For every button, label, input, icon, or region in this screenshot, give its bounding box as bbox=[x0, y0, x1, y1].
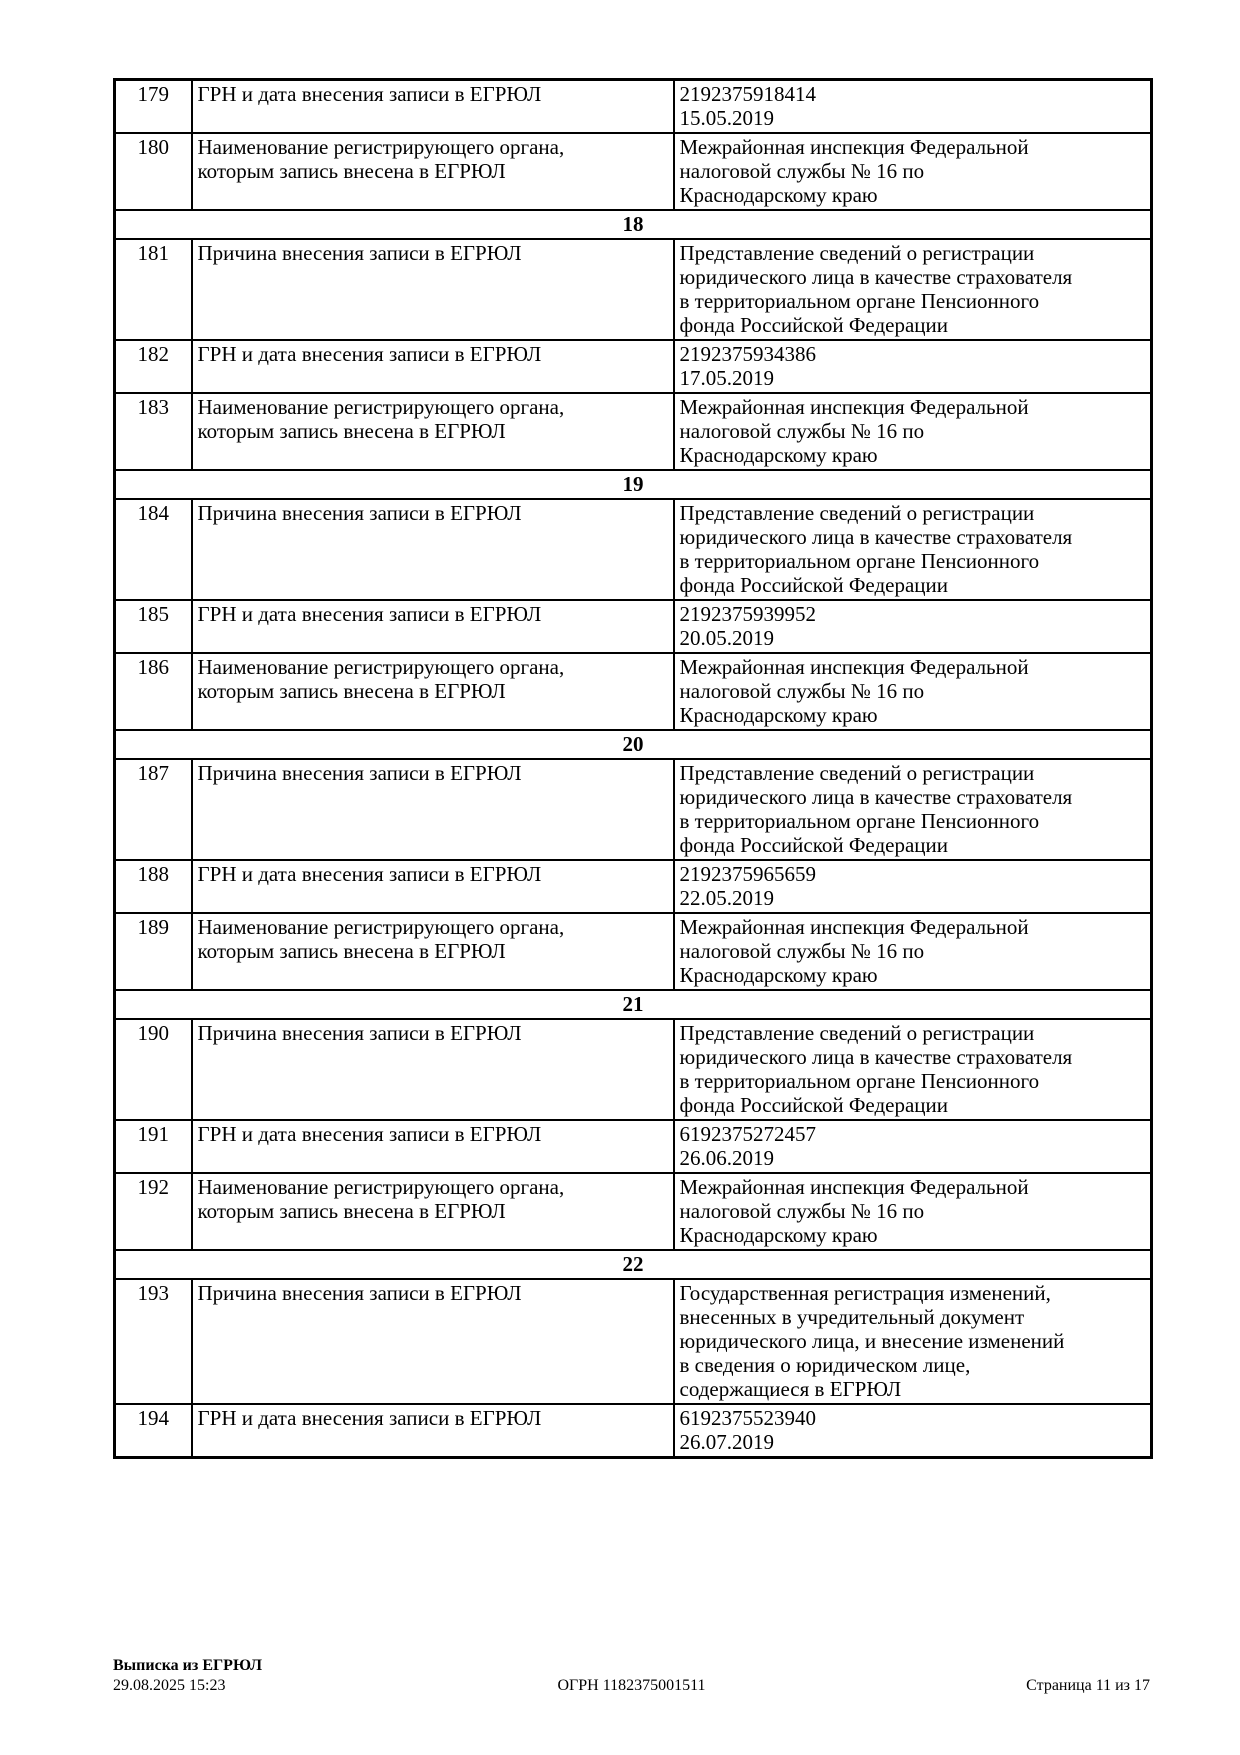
record-row bbox=[115, 913, 1152, 990]
record-value bbox=[674, 80, 1152, 134]
text-line: 22.05.2019 bbox=[679, 886, 774, 910]
section-number: 22 bbox=[115, 1250, 1152, 1279]
record-value bbox=[674, 600, 1152, 653]
section-number: 19 bbox=[115, 470, 1152, 499]
text-line: 26.07.2019 bbox=[679, 1430, 774, 1454]
record-number: 184 bbox=[115, 499, 192, 600]
record-value bbox=[674, 1120, 1152, 1173]
text-line: юридического лица в качестве страхователя bbox=[679, 265, 1073, 289]
record-attribute bbox=[192, 860, 674, 913]
text-line: Наименование регистрирующего органа, bbox=[197, 135, 565, 159]
text-line: фонда Российской Федерации bbox=[679, 573, 949, 597]
text-line: Краснодарскому краю bbox=[679, 703, 878, 727]
footer-datetime: 29.08.2025 15:23 bbox=[113, 1677, 226, 1694]
record-value bbox=[674, 913, 1152, 990]
record-row bbox=[115, 340, 1152, 393]
text-line: 2192375965659 bbox=[679, 862, 816, 886]
record-value bbox=[674, 1173, 1152, 1250]
record-attribute bbox=[192, 133, 674, 210]
text-line: ГРН и дата внесения записи в ЕГРЮЛ bbox=[197, 82, 542, 106]
text-line: фонда Российской Федерации bbox=[679, 313, 949, 337]
text-line: 2192375934386 bbox=[679, 342, 816, 366]
text-line: юридического лица в качестве страхователя bbox=[679, 1045, 1073, 1069]
record-number: 192 bbox=[115, 1173, 192, 1250]
record-value bbox=[674, 239, 1152, 340]
text-line: содержащиеся в ЕГРЮЛ bbox=[679, 1377, 902, 1401]
record-row bbox=[115, 860, 1152, 913]
section-number: 18 bbox=[115, 210, 1152, 239]
text-line: которым запись внесена в ЕГРЮЛ bbox=[197, 939, 506, 963]
text-line: Причина внесения записи в ЕГРЮЛ bbox=[197, 1021, 522, 1045]
record-attribute bbox=[192, 913, 674, 990]
text-line: Межрайонная инспекция Федеральной bbox=[679, 1175, 1029, 1199]
text-line: ГРН и дата внесения записи в ЕГРЮЛ bbox=[197, 1406, 542, 1430]
record-value bbox=[674, 499, 1152, 600]
record-row bbox=[115, 80, 1152, 134]
record-attribute bbox=[192, 653, 674, 730]
section-number: 20 bbox=[115, 730, 1152, 759]
record-value bbox=[674, 393, 1152, 470]
text-line: Наименование регистрирующего органа, bbox=[197, 1175, 565, 1199]
record-attribute bbox=[192, 1120, 674, 1173]
text-line: юридического лица в качестве страхователя bbox=[679, 785, 1073, 809]
record-number: 180 bbox=[115, 133, 192, 210]
footer-doc-title: Выписка из ЕГРЮЛ bbox=[113, 1657, 263, 1674]
record-row bbox=[115, 1019, 1152, 1120]
record-value bbox=[674, 1019, 1152, 1120]
text-line: Государственная регистрация изменений, bbox=[679, 1281, 1051, 1305]
text-line: Наименование регистрирующего органа, bbox=[197, 655, 565, 679]
text-line: в территориальном органе Пенсионного bbox=[679, 809, 1040, 833]
record-value bbox=[674, 653, 1152, 730]
section-header-row bbox=[115, 990, 1152, 1019]
text-line: Краснодарскому краю bbox=[679, 183, 878, 207]
text-line: 6192375523940 bbox=[679, 1406, 816, 1430]
text-line: Представление сведений о регистрации bbox=[679, 761, 1035, 785]
text-line: фонда Российской Федерации bbox=[679, 833, 949, 857]
text-line: ГРН и дата внесения записи в ЕГРЮЛ bbox=[197, 862, 542, 886]
text-line: налоговой службы № 16 по bbox=[679, 159, 925, 183]
record-row bbox=[115, 1173, 1152, 1250]
record-row bbox=[115, 133, 1152, 210]
record-number: 185 bbox=[115, 600, 192, 653]
text-line: Причина внесения записи в ЕГРЮЛ bbox=[197, 501, 522, 525]
section-header-row bbox=[115, 210, 1152, 239]
record-number: 188 bbox=[115, 860, 192, 913]
record-row bbox=[115, 239, 1152, 340]
section-header-row bbox=[115, 1250, 1152, 1279]
text-line: в территориальном органе Пенсионного bbox=[679, 549, 1040, 573]
record-attribute bbox=[192, 1279, 674, 1404]
text-line: Причина внесения записи в ЕГРЮЛ bbox=[197, 241, 522, 265]
text-line: которым запись внесена в ЕГРЮЛ bbox=[197, 159, 506, 183]
text-line: налоговой службы № 16 по bbox=[679, 1199, 925, 1223]
text-line: Межрайонная инспекция Федеральной bbox=[679, 655, 1029, 679]
text-line: 26.06.2019 bbox=[679, 1146, 774, 1170]
record-attribute bbox=[192, 600, 674, 653]
record-number: 182 bbox=[115, 340, 192, 393]
text-line: ГРН и дата внесения записи в ЕГРЮЛ bbox=[197, 1122, 542, 1146]
text-line: Причина внесения записи в ЕГРЮЛ bbox=[197, 761, 522, 785]
record-value bbox=[674, 1279, 1152, 1404]
section-number: 21 bbox=[115, 990, 1152, 1019]
record-value bbox=[674, 340, 1152, 393]
text-line: в территориальном органе Пенсионного bbox=[679, 1069, 1040, 1093]
text-line: Представление сведений о регистрации bbox=[679, 241, 1035, 265]
section-header-row bbox=[115, 730, 1152, 759]
text-line: Представление сведений о регистрации bbox=[679, 1021, 1035, 1045]
record-number: 194 bbox=[115, 1404, 192, 1458]
record-row bbox=[115, 759, 1152, 860]
text-line: которым запись внесена в ЕГРЮЛ bbox=[197, 419, 506, 443]
record-value bbox=[674, 1404, 1152, 1458]
text-line: Краснодарскому краю bbox=[679, 1223, 878, 1247]
text-line: Краснодарскому краю bbox=[679, 963, 878, 987]
record-number: 183 bbox=[115, 393, 192, 470]
text-line: которым запись внесена в ЕГРЮЛ bbox=[197, 679, 506, 703]
record-attribute bbox=[192, 393, 674, 470]
text-line: 17.05.2019 bbox=[679, 366, 774, 390]
text-line: Наименование регистрирующего органа, bbox=[197, 915, 565, 939]
text-line: ГРН и дата внесения записи в ЕГРЮЛ bbox=[197, 602, 542, 626]
record-row bbox=[115, 499, 1152, 600]
record-row bbox=[115, 600, 1152, 653]
text-line: юридического лица, и внесение изменений bbox=[679, 1329, 1065, 1353]
record-number: 193 bbox=[115, 1279, 192, 1404]
text-line: юридического лица в качестве страхователя bbox=[679, 525, 1073, 549]
record-row bbox=[115, 1279, 1152, 1404]
text-line: которым запись внесена в ЕГРЮЛ bbox=[197, 1199, 506, 1223]
text-line: Межрайонная инспекция Федеральной bbox=[679, 395, 1029, 419]
record-row bbox=[115, 1404, 1152, 1458]
text-line: Представление сведений о регистрации bbox=[679, 501, 1035, 525]
text-line: Межрайонная инспекция Федеральной bbox=[679, 135, 1029, 159]
text-line: 6192375272457 bbox=[679, 1122, 816, 1146]
text-line: внесенных в учредительный документ bbox=[679, 1305, 1025, 1329]
record-number: 181 bbox=[115, 239, 192, 340]
text-line: налоговой службы № 16 по bbox=[679, 419, 925, 443]
record-row bbox=[115, 393, 1152, 470]
record-attribute bbox=[192, 499, 674, 600]
record-attribute bbox=[192, 1404, 674, 1458]
text-line: Межрайонная инспекция Федеральной bbox=[679, 915, 1029, 939]
text-line: Краснодарскому краю bbox=[679, 443, 878, 467]
section-header-row bbox=[115, 470, 1152, 499]
record-number: 186 bbox=[115, 653, 192, 730]
record-attribute bbox=[192, 1019, 674, 1120]
text-line: в сведения о юридическом лице, bbox=[679, 1353, 971, 1377]
text-line: 2192375918414 bbox=[679, 82, 816, 106]
footer-ogrn: ОГРН 1182375001511 bbox=[557, 1677, 706, 1694]
text-line: налоговой службы № 16 по bbox=[679, 939, 925, 963]
record-number: 189 bbox=[115, 913, 192, 990]
record-attribute bbox=[192, 80, 674, 134]
text-line: в территориальном органе Пенсионного bbox=[679, 289, 1040, 313]
record-value bbox=[674, 759, 1152, 860]
text-line: налоговой службы № 16 по bbox=[679, 679, 925, 703]
text-line: фонда Российской Федерации bbox=[679, 1093, 949, 1117]
record-number: 179 bbox=[115, 80, 192, 134]
record-number: 187 bbox=[115, 759, 192, 860]
record-row bbox=[115, 653, 1152, 730]
record-attribute bbox=[192, 340, 674, 393]
text-line: Наименование регистрирующего органа, bbox=[197, 395, 565, 419]
record-number: 191 bbox=[115, 1120, 192, 1173]
footer-page-number: Страница 11 из 17 bbox=[1026, 1677, 1150, 1694]
text-line: 15.05.2019 bbox=[679, 106, 774, 130]
egrul-records-table bbox=[113, 78, 1153, 1459]
record-number: 190 bbox=[115, 1019, 192, 1120]
record-row bbox=[115, 1120, 1152, 1173]
text-line: Причина внесения записи в ЕГРЮЛ bbox=[197, 1281, 522, 1305]
text-line: ГРН и дата внесения записи в ЕГРЮЛ bbox=[197, 342, 542, 366]
text-line: 2192375939952 bbox=[679, 602, 816, 626]
record-value bbox=[674, 133, 1152, 210]
record-attribute bbox=[192, 239, 674, 340]
record-attribute bbox=[192, 1173, 674, 1250]
page-footer bbox=[113, 1656, 1150, 1698]
text-line: 20.05.2019 bbox=[679, 626, 774, 650]
record-attribute bbox=[192, 759, 674, 860]
record-value bbox=[674, 860, 1152, 913]
